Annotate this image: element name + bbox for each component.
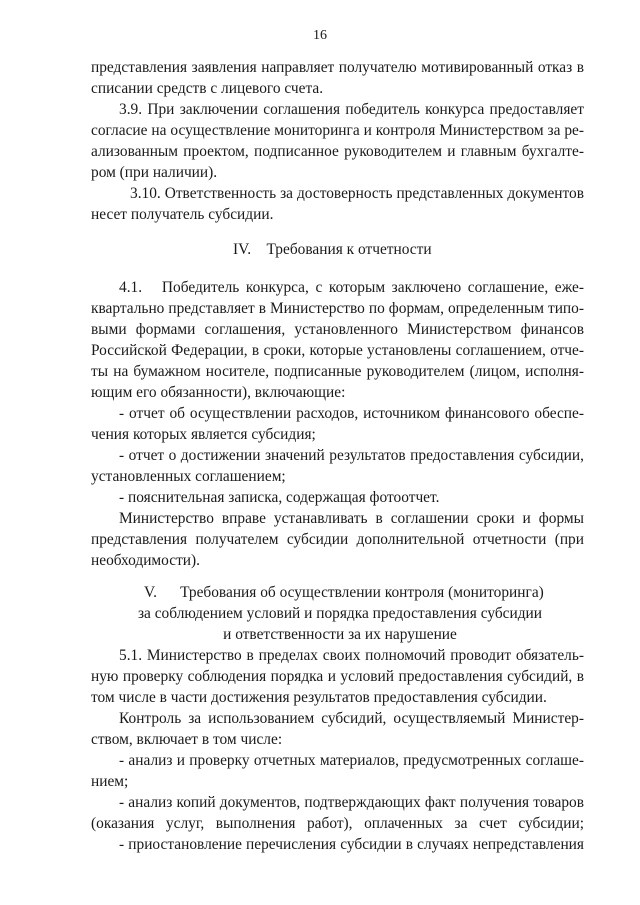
text-line: том числе в части достижения результатов предоставления субсидии. bbox=[91, 689, 547, 706]
text-line: - анализ копий документов, подтверждающих факт получения товаров bbox=[119, 794, 584, 811]
text-line: Министерство вправе устанавливать в соглашении сроки и формы bbox=[119, 510, 584, 527]
text-line: ализованным проектом, подписанное руководителем и главным бухгалте- bbox=[91, 143, 584, 160]
text-line: - отчет о достижении значений результатов предоставления субсидии, bbox=[119, 447, 584, 464]
section-heading-v-line3: и ответственности за их нарушение bbox=[223, 626, 457, 643]
text-line: необходимости). bbox=[91, 552, 201, 569]
text-line: согласие на осуществление мониторинга и контроля Министерством за ре- bbox=[91, 122, 584, 139]
text-line: представления получателем субсидии дополнительной отчетности (при bbox=[91, 531, 584, 548]
section-heading-v-line2: за соблюдением условий и порядка предоставления субсидии bbox=[137, 605, 543, 622]
text-line: - анализ и проверку отчетных материалов, предусмотренных соглаше- bbox=[119, 752, 584, 769]
text-line: Контроль за использованием субсидий, осуществляемый Министер- bbox=[119, 710, 584, 727]
text-line: ты на бумажном носителе, подписанные руководителем (лицом, исполня- bbox=[91, 363, 584, 380]
text-line: Российской Федерации, в сроки, которые установлены соглашением, отче- bbox=[91, 342, 584, 359]
text-line: - отчет об осуществлении расходов, источником финансового обеспе- bbox=[119, 405, 584, 422]
text-line: ром (при наличии). bbox=[91, 164, 218, 181]
text-line: 3.9. При заключении соглашения победитель конкурса предоставляет bbox=[119, 101, 584, 118]
page-number: 16 bbox=[313, 28, 327, 43]
text-line: ную проверку соблюдения порядка и условий предоставления субсидий, в bbox=[91, 668, 584, 685]
text-line: несет получатель субсидии. bbox=[91, 206, 274, 223]
section-heading-iv: IV. Требования к отчетности bbox=[233, 241, 432, 258]
text-line: ством, включает в том числе: bbox=[91, 731, 283, 748]
text-line: 3.10. Ответственность за достоверность представленных документов bbox=[130, 185, 584, 202]
text-line: списании средств с лицевого счета. bbox=[91, 80, 324, 97]
text-line: (оказания услуг, выполнения работ), оплаченных за счет субсидии; bbox=[91, 815, 584, 832]
text-line: - приостановление перечисления субсидии в случаях непредставления bbox=[119, 836, 584, 853]
text-line: представления заявления направляет получателю мотивированный отказ в bbox=[91, 59, 584, 76]
text-line: 4.1. Победитель конкурса, с которым заключено соглашение, еже- bbox=[119, 279, 584, 296]
text-line: квартально представляет в Министерство по формам, определенным типо- bbox=[91, 300, 584, 317]
text-line: чения которых является субсидия; bbox=[91, 426, 316, 443]
section-heading-v-line1: V. Требования об осуществлении контроля (мониторинга) bbox=[144, 584, 544, 601]
text-line: 5.1. Министерство в пределах своих полномочий проводит обязатель- bbox=[119, 647, 584, 664]
text-line: ющим его обязанности), включающие: bbox=[91, 384, 346, 401]
text-line: установленных соглашением; bbox=[91, 468, 286, 485]
text-line: выми формами соглашения, установленного Министерством финансов bbox=[91, 321, 584, 338]
text-line: - пояснительная записка, содержащая фотоотчет. bbox=[119, 489, 440, 506]
text-line: нием; bbox=[91, 773, 129, 790]
